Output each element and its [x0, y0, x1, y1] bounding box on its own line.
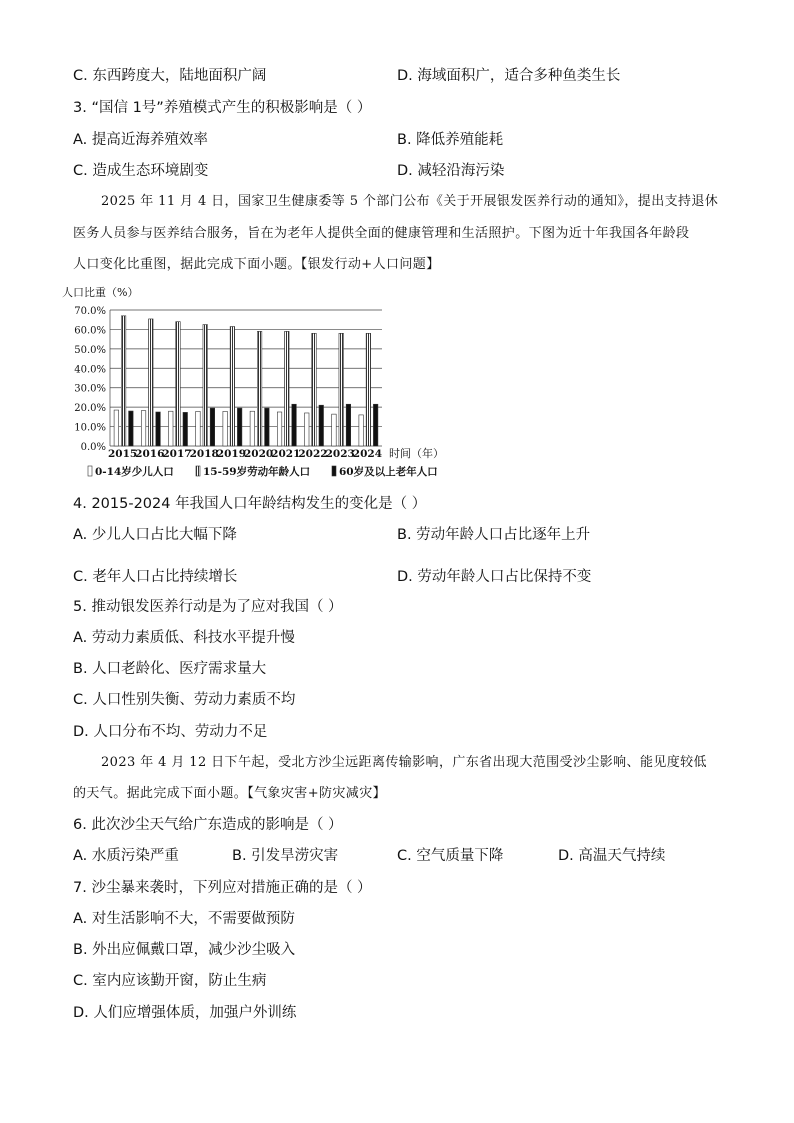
- legend-label: 0-14岁少儿人口: [95, 466, 174, 478]
- legend-swatch: [88, 466, 92, 476]
- q4-option-d: D. 劳动年龄人口占比保持不变: [397, 569, 592, 585]
- bar-black-2022: [319, 405, 324, 446]
- bar-gray-stripe-2020: [257, 331, 262, 446]
- x-tick-label: 2015: [107, 448, 138, 460]
- bar-black-2017: [183, 412, 188, 446]
- q4-option-c: C. 老年人口占比持续增长: [73, 569, 238, 585]
- q5-option-b: B. 人口老龄化、医疗需求量大: [73, 661, 267, 677]
- q6-option-b: B. 引发旱涝灾害: [232, 848, 339, 864]
- y-tick-label: 0.0%: [80, 442, 106, 453]
- bar-white-2021: [277, 412, 282, 446]
- bar-gray-stripe-2023: [339, 333, 344, 446]
- bar-gray-stripe-2016: [149, 319, 154, 446]
- y-tick-label: 50.0%: [74, 344, 106, 356]
- y-tick-label: 10.0%: [74, 422, 106, 434]
- bar-black-2018: [210, 408, 215, 446]
- bar-gray-stripe-2022: [312, 333, 317, 446]
- q4-option-a: A. 少儿人口占比大幅下降: [73, 527, 237, 543]
- bar-black-2024: [373, 404, 378, 446]
- q5-option-a: A. 劳动力素质低、科技水平提升慢: [73, 630, 295, 646]
- passage1-line1: 2025 年 11 月 4 日，国家卫生健康委等 5 个部门公布《关于开展银发医养行动的通知》，提出支持退休: [101, 194, 719, 209]
- x-tick-label: 2016: [135, 448, 165, 460]
- q5-stem: 5. 推动银发医养行动是为了应对我国（ ）: [73, 599, 343, 615]
- bar-black-2021: [292, 404, 297, 446]
- legend-swatch: [196, 466, 200, 476]
- q7-option-d: D. 人们应增强体质，加强户外训练: [73, 1005, 297, 1021]
- q7-option-c: C. 室内应该勤开窗，防止生病: [73, 973, 267, 989]
- x-tick-label: 2020: [243, 448, 274, 460]
- q6-option-c: C. 空气质量下降: [397, 848, 504, 864]
- bar-black-2015: [129, 411, 134, 446]
- x-tick-label: 2021: [271, 448, 301, 460]
- q3-option-d: D. 减轻沿海污染: [397, 163, 505, 179]
- bar-gray-stripe-2021: [285, 331, 290, 446]
- q6-option-a: A. 水质污染严重: [73, 848, 179, 864]
- x-tick-label: 2017: [162, 448, 192, 460]
- bar-black-2020: [265, 408, 270, 446]
- legend-swatch: [332, 466, 336, 476]
- y-tick-label: 40.0%: [74, 364, 106, 376]
- bar-black-2023: [346, 404, 351, 446]
- legend-label: 60岁及以上老年人口: [339, 466, 438, 478]
- x-axis-ticks: [108, 448, 382, 460]
- q7-option-b: B. 外出应佩戴口罩，减少沙尘吸入: [73, 942, 296, 958]
- bar-white-2018: [196, 411, 201, 446]
- x-tick-label: 2018: [189, 448, 219, 460]
- bar-white-2020: [250, 411, 255, 446]
- bar-gray-stripe-2015: [121, 316, 126, 446]
- q2-option-d: D. 海域面积广，适合多种鱼类生长: [397, 68, 621, 84]
- bar-white-2022: [305, 413, 310, 446]
- q7-stem: 7. 沙尘暴来袭时，下列应对措施正确的是（ ）: [73, 880, 372, 896]
- bar-black-2016: [156, 412, 161, 446]
- q4-option-b: B. 劳动年龄人口占比逐年上升: [397, 527, 591, 543]
- x-tick-label: 2019: [216, 448, 247, 460]
- y-tick-label: 30.0%: [74, 383, 106, 395]
- x-axis-title: 时间（年）: [389, 447, 444, 460]
- x-tick-label: 2022: [298, 448, 328, 460]
- q6-stem: 6. 此次沙尘天气给广东造成的影响是（ ）: [73, 817, 343, 833]
- q5-option-c: C. 人口性别失衡、劳动力素质不均: [73, 692, 296, 708]
- y-tick-label: 60.0%: [74, 325, 106, 337]
- y-axis-ticks: [74, 306, 106, 453]
- bar-black-2019: [237, 408, 242, 446]
- bar-white-2017: [169, 411, 174, 446]
- x-tick-label: 2023: [325, 448, 355, 460]
- passage2-line2: 的天气。据此完成下面小题。【气象灾害+防灾减灾】: [73, 786, 386, 801]
- bar-gray-stripe-2019: [230, 327, 235, 446]
- population-age-structure-chart: [62, 282, 462, 482]
- q3-stem: 3. “国信 1号”养殖模式产生的积极影响是（ ）: [73, 100, 372, 116]
- bar-gray-stripe-2024: [366, 333, 371, 446]
- y-tick-label: 20.0%: [74, 403, 106, 415]
- q4-stem: 4. 2015-2024 年我国人口年龄结构发生的变化是（ ）: [73, 496, 427, 512]
- bar-white-2024: [359, 415, 364, 446]
- q3-option-b: B. 降低养殖能耗: [397, 132, 504, 148]
- bar-gray-stripe-2017: [176, 322, 181, 446]
- passage1-line2: 医务人员参与医养结合服务，旨在为老年人提供全面的健康管理和生活照护。下图为近十年我国各年龄段: [73, 226, 690, 241]
- bar-white-2015: [114, 410, 119, 446]
- passage1-line3: 人口变化比重图，据此完成下面小题。【银发行动+人口问题】: [73, 257, 440, 272]
- bar-white-2019: [223, 411, 228, 446]
- y-axis-title: 人口比重（%）: [62, 286, 139, 299]
- q3-option-c: C. 造成生态环境剧变: [73, 163, 209, 179]
- q5-option-d: D. 人口分布不均、劳动力不足: [73, 724, 268, 740]
- bar-gray-stripe-2018: [203, 325, 208, 446]
- q7-option-a: A. 对生活影响不大，不需要做预防: [73, 911, 295, 927]
- q2-option-c: C. 东西跨度大，陆地面积广阔: [73, 68, 267, 84]
- y-tick-label: 70.0%: [74, 306, 106, 317]
- bar-white-2023: [332, 414, 337, 446]
- q6-option-d: D. 高温天气持续: [558, 848, 666, 864]
- x-tick-label: 2024: [352, 448, 383, 460]
- chart-legend: [88, 465, 438, 478]
- bar-white-2016: [141, 411, 146, 446]
- q3-option-a: A. 提高近海养殖效率: [73, 132, 208, 148]
- legend-label: 15-59岁劳动年龄人口: [203, 466, 311, 478]
- passage2-line1: 2023 年 4 月 12 日下午起，受北方沙尘远距离传输影响，广东省出现大范围受沙尘影响、能见度较低: [101, 755, 707, 770]
